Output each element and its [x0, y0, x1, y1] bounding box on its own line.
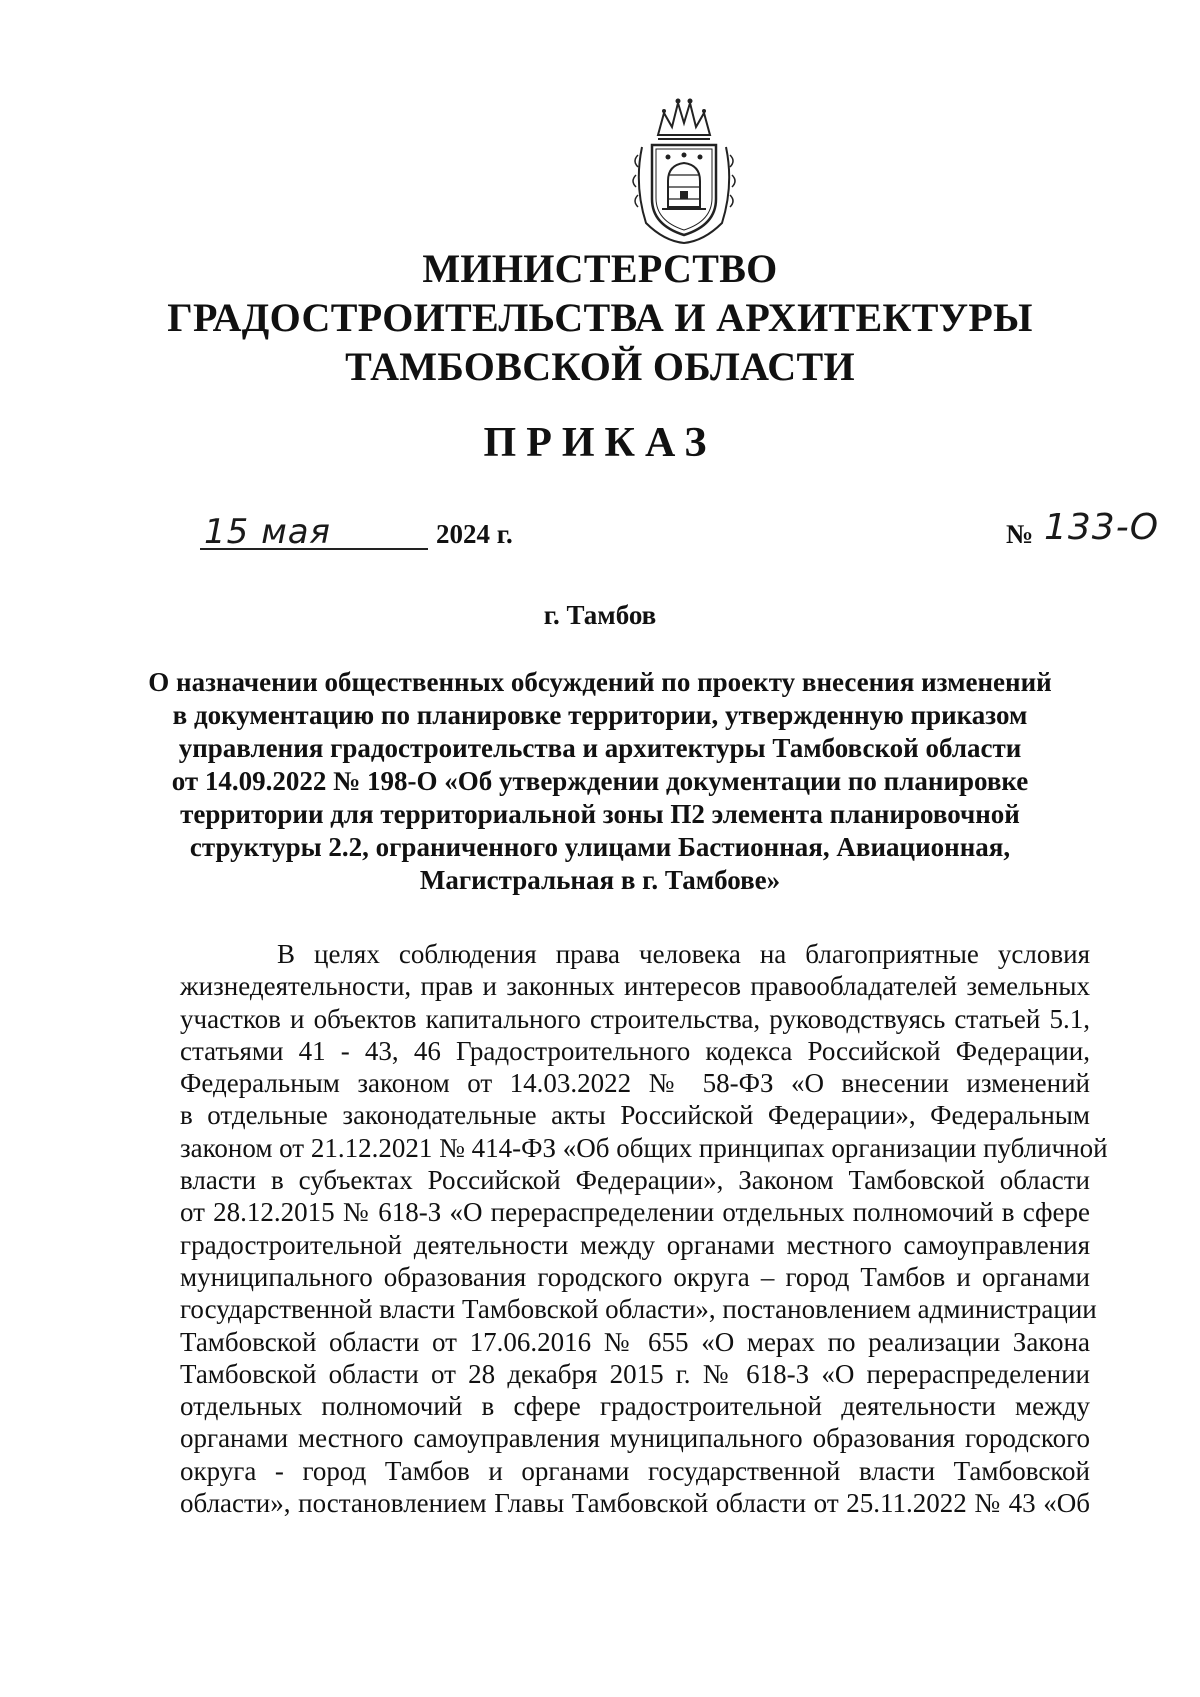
- body-line: органами местного самоуправления муниципального образования городского: [180, 1423, 1090, 1454]
- handwritten-number: 133-О: [1044, 507, 1160, 548]
- body-line: Тамбовской области от 28 декабря 2015 г. № 618-З «О перераспределении: [180, 1358, 1090, 1389]
- subject-line: от 14.09.2022 № 198-О «Об утверждении документации по планировке: [171, 766, 1029, 796]
- body-line: Федеральным законом от 14.03.2022 № 58-ФЗ «О внесении изменений: [180, 1068, 1090, 1099]
- body-line: отдельных полномочий в сфере градостроительной деятельности между: [180, 1391, 1090, 1422]
- body-line: участков и объектов капитального строительства, руководствуясь статьей 5.1,: [180, 1003, 1090, 1034]
- ministry-name-line-1: МИНИСТЕРСТВО: [422, 246, 778, 291]
- subject-line: Магистральная в г. Тамбове»: [419, 865, 781, 895]
- subject-line: структуры 2.2, ограниченного улицами Бастионная, Авиационная,: [189, 832, 1011, 862]
- body-line: законом от 21.12.2021 № 414-ФЗ «Об общих принципах организации публичной: [180, 1132, 1108, 1163]
- document-type-title: ПРИКАЗ: [483, 420, 717, 466]
- body-line: округа - город Тамбов и органами государственной власти Тамбовской: [180, 1455, 1090, 1486]
- document-subject: [130, 666, 1070, 897]
- document-city: г. Тамбов: [543, 600, 657, 630]
- body-line: от 28.12.2015 № 618-З «О перераспределении отдельных полномочий в сфере: [180, 1197, 1090, 1228]
- body-line: муниципального образования городского округа – город Тамбов и органами: [180, 1261, 1090, 1292]
- body-line: градостроительной деятельности между органами местного самоуправления: [180, 1229, 1090, 1260]
- handwritten-date: 15 мая: [204, 512, 332, 552]
- number-label: №: [1006, 519, 1034, 549]
- body-line: государственной власти Тамбовской области», постановлением администрации: [180, 1294, 1097, 1325]
- date-underline: [200, 548, 428, 550]
- ministry-name-line-3: ТАМБОВСКОЙ ОБЛАСТИ: [345, 344, 855, 389]
- subject-line: в документацию по планировке территории, утвержденную приказом: [172, 700, 1028, 730]
- document-year: 2024 г.: [436, 519, 513, 549]
- body-line: власти в субъектах Российской Федерации», Законом Тамбовской области: [180, 1165, 1090, 1196]
- coat-of-arms-icon: [628, 95, 740, 245]
- body-line: в отдельные законодательные акты Российской Федерации», Федеральным: [180, 1100, 1090, 1131]
- subject-line: О назначении общественных обсуждений по проекту внесения изменений: [148, 667, 1052, 697]
- body-line: жизнедеятельности, прав и законных интересов правообладателей земельных: [180, 971, 1090, 1002]
- ministry-name-line-2: ГРАДОСТРОИТЕЛЬСТВА И АРХИТЕКТУРЫ: [167, 295, 1033, 340]
- body-line: статьями 41 - 43, 46 Градостроительного кодекса Российской Федерации,: [180, 1035, 1090, 1066]
- document-body: [180, 938, 1108, 1519]
- body-line: области», постановлением Главы Тамбовской области от 25.11.2022 № 43 «Об: [180, 1488, 1090, 1519]
- subject-line: территории для территориальной зоны П2 элемента планировочной: [180, 799, 1020, 829]
- body-line: Тамбовской области от 17.06.2016 № 655 «О мерах по реализации Закона: [180, 1326, 1090, 1357]
- body-line: В целях соблюдения права человека на благоприятные условия: [277, 939, 1090, 969]
- subject-line: управления градостроительства и архитектуры Тамбовской области: [178, 733, 1022, 763]
